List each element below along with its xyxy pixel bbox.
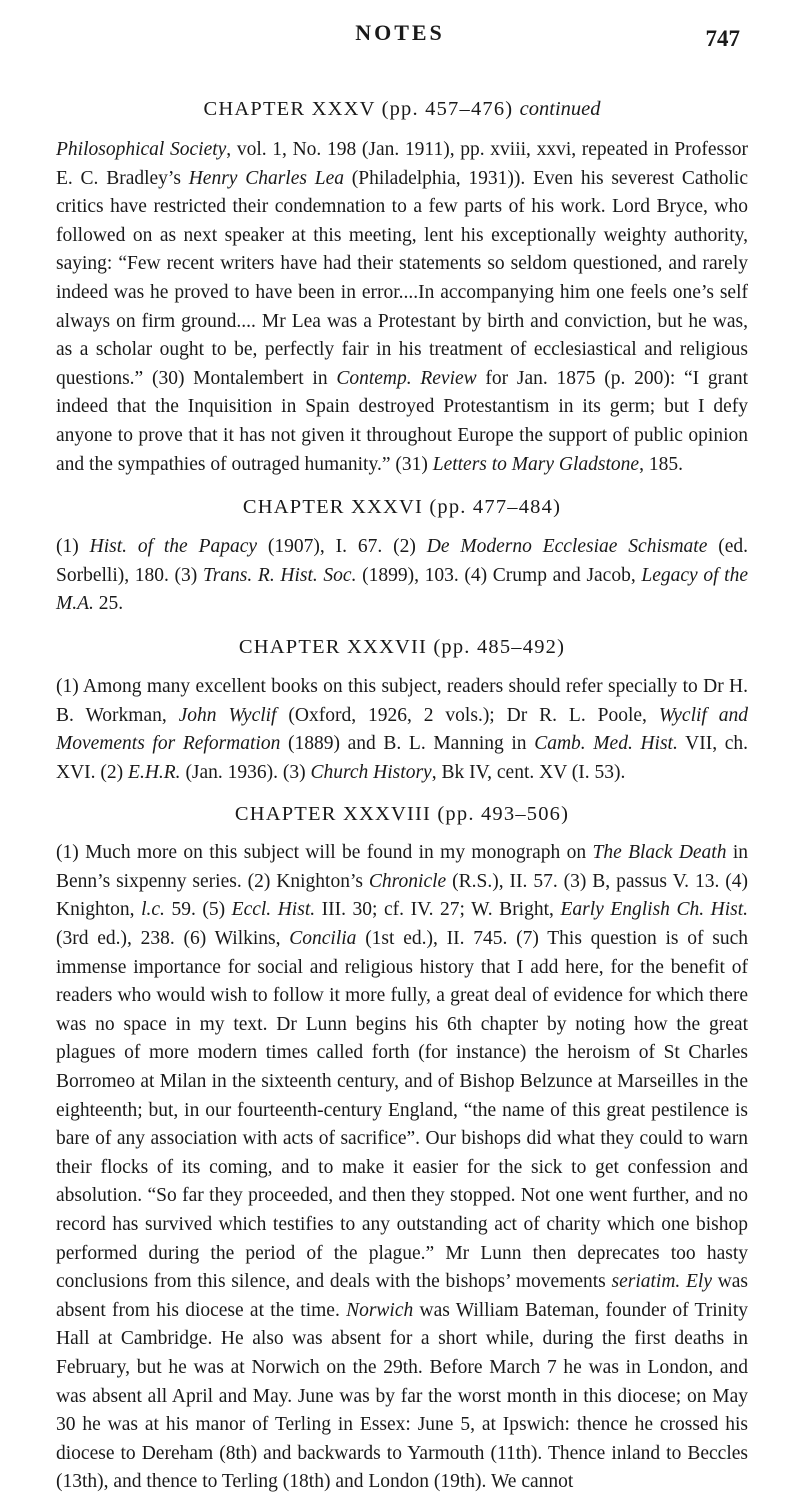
chapter-pages: (pp. 457–476) bbox=[381, 98, 514, 120]
italic-text-run: seriatim. bbox=[611, 1271, 681, 1293]
italic-text-run: Church History bbox=[310, 761, 432, 783]
chapter-notes bbox=[56, 839, 748, 1497]
text-run: (1907), I. 67. (2) bbox=[257, 536, 427, 558]
chapter-notes bbox=[56, 533, 748, 619]
text-run: was absent from his diocese at the time. bbox=[56, 1271, 749, 1321]
chapter-heading bbox=[56, 799, 748, 829]
text-run: (3rd ed.), 238. (6) Wilkins, bbox=[56, 928, 290, 950]
italic-text-run: De Moderno Ecclesiae Schismate bbox=[426, 536, 708, 558]
text-run: for Jan. 1875 (p. 200): “I grant indeed that the Inquisition in Spain destroyed Protestantism in its germ; but I defy anyone to prove that it has not given it throughout Europe the support of public opinion and the sympathies of outraged humanity.” (31) bbox=[56, 367, 748, 475]
chapter-title: CHAPTER XXXVI bbox=[242, 496, 424, 519]
italic-text-run: Chronicle bbox=[368, 870, 447, 892]
text-run: (1889) and B. L. Manning in bbox=[280, 733, 535, 755]
text-run: (Oxford, 1926, 2 vols.); Dr R. L. Poole, bbox=[276, 704, 659, 726]
italic-text-run: Concilia bbox=[289, 928, 357, 950]
text-run: (1st ed.), II. 745. (7) This question is of such immense importance for social and religious history that I add here, for the benefit of readers who would wish to follow it more fully, a great deal of evidence for which there was no space in my text. Dr Lunn begins his 6th chapter by noting how the great plagues of more modern times called forth (for instance) the heroism of St Charles Borromeo at Milan in the sixteenth century, and of Bishop Belzunce at Marseilles in the eighteenth; but, in our fourteenth-century England, “the name of this great pestilence is bare of any association with acts of sacrifice”. Our bishops did what they could to warn their flocks of its coming, and to make it easier for the sick to get confession and absolution. “So far they proceeded, and then they stopped. Not one went further, and no record has survived which testifies to any outstanding act of charity which one bishop performed during the period of the plague.” Mr Lunn then deprecates too hasty conclusions from this silence, and deals with the bishops’ movements bbox=[56, 928, 748, 1293]
italic-text-run: Wyclif and Movements for Reformation bbox=[56, 704, 748, 755]
text-run: (R.S.), II. 57. (3) B, passus V. 13. (4) Knighton, bbox=[56, 870, 749, 921]
notes-body bbox=[56, 94, 748, 1497]
italic-text-run: l.c. bbox=[141, 899, 165, 921]
chapter-title: CHAPTER XXXVIII bbox=[234, 803, 432, 826]
italic-text-run: Norwich bbox=[346, 1299, 414, 1321]
italic-text-run: The Black Death bbox=[592, 842, 727, 864]
text-run: VII, ch. XVI. (2) bbox=[56, 733, 749, 783]
italic-text-run: Ely bbox=[686, 1271, 712, 1293]
text-run: (ed. Sorbelli), 180. (3) bbox=[56, 536, 749, 586]
italic-text-run: Hist. of the Papacy bbox=[89, 536, 258, 558]
text-run: (Philadelphia, 1931)). Even his severest Catholic critics have restricted their condemnation to a few parts of his work. Lord Bryce, who followed on as next speaker at this meeting, lent his exceptionally weighty authority, saying: “Few recent writers have had their statements so seldom questioned, and rarely indeed was he proved to have been in error....In accompanying him one feels one’s self always on firm ground.... Mr Lea was a Protestant by birth and conviction, but he was, as a scholar ought to be, perfectly fair in his treatment of ecclesiastical and religious questions.” (30) Montalembert in bbox=[56, 167, 748, 389]
text-run: was William Bateman, founder of Trinity Hall at Cambridge. He also was absent for a short while, during the first deaths in February, but he was at Norwich on the 29th. Before March 7 he was in London, and was absent all April and May. June was by far the worst month in this diocese; on May 30 he was at his manor of Terling in Essex: June 5, at Ipswich: thence he crossed his diocese to Dereham (8th) and backwards to Yarmouth (11th). Thence inland to Beccles (13th), and thence to Terling (18th) and London (19th). We cannot bbox=[56, 1299, 748, 1493]
italic-text-run: Contemp. Review bbox=[336, 367, 477, 389]
text-run: III. 30; cf. IV. 27; W. Bright, bbox=[315, 899, 561, 921]
chapter-title: CHAPTER XXXV bbox=[203, 98, 376, 120]
chapter-notes bbox=[56, 136, 748, 479]
italic-text-run: Trans. R. Hist. Soc. bbox=[202, 564, 357, 586]
text-run: , Bk IV, cent. XV (I. 53). bbox=[431, 761, 626, 783]
italic-text-run: Henry Charles Lea bbox=[188, 167, 344, 189]
italic-text-run: Philosophical Society bbox=[56, 139, 227, 160]
text-run: , 185. bbox=[639, 453, 683, 475]
text-run: in Benn’s sixpenny series. (2) Knighton’s bbox=[56, 842, 749, 892]
chapter-title: CHAPTER XXXVII bbox=[238, 635, 428, 658]
chapter-heading bbox=[56, 632, 748, 662]
chapter-notes bbox=[56, 673, 748, 787]
chapter-pages: (pp. 493–506) bbox=[437, 803, 570, 826]
text-run: (1) Among many excellent books on this subject, readers should refer specially to Dr H. B. Workman, bbox=[56, 675, 748, 726]
chapter-pages: (pp. 485–492) bbox=[433, 635, 566, 658]
chapter-heading bbox=[56, 492, 748, 522]
italic-text-run: Legacy of the M.A. bbox=[56, 564, 748, 615]
italic-text-run: Early English Ch. Hist. bbox=[560, 899, 748, 921]
text-run: (1899), 103. (4) Crump and Jacob, bbox=[356, 564, 642, 586]
text-run: 25. bbox=[93, 593, 124, 615]
page-number: 747 bbox=[705, 26, 740, 51]
text-run: (1) bbox=[56, 536, 90, 558]
text-run: (Jan. 1936). (3) bbox=[180, 761, 311, 783]
italic-text-run: Letters to Mary Gladstone bbox=[432, 453, 640, 475]
chapter-continued: continued bbox=[519, 98, 601, 120]
italic-text-run: E.H.R. bbox=[128, 761, 181, 783]
text-run: 59. (5) bbox=[164, 899, 232, 921]
italic-text-run: Eccl. Hist. bbox=[231, 899, 316, 921]
italic-text-run: John Wyclif bbox=[178, 704, 277, 726]
chapter-pages: (pp. 477–484) bbox=[429, 496, 562, 519]
chapter-heading bbox=[56, 94, 748, 124]
text-run: , vol. 1, No. 198 (Jan. 1911), pp. xviii, xxvi, repeated in Professor E. C. Bradley’s bbox=[56, 139, 748, 189]
italic-text-run: Camb. Med. Hist. bbox=[534, 733, 678, 755]
text-run: (1) Much more on this subject will be found in my monograph on bbox=[56, 842, 593, 864]
running-title: NOTES bbox=[355, 20, 445, 45]
